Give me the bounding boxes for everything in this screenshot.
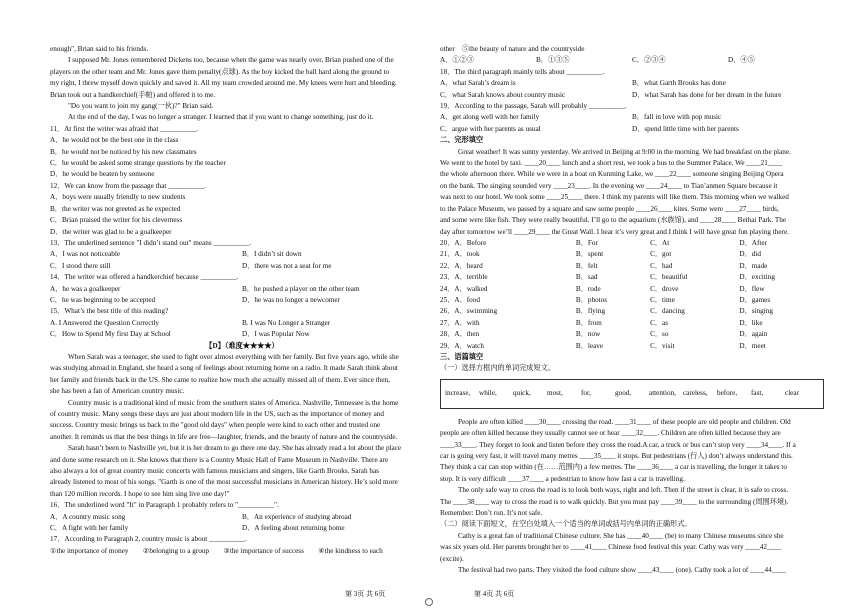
cloze-option: B．leave	[575, 341, 604, 350]
cloze-option: C．At	[650, 238, 670, 247]
cloze-options-table	[440, 238, 824, 352]
option: A. I Answered the Question Correctly	[50, 318, 159, 327]
cloze-option: D．flew	[739, 284, 765, 293]
text-line: The festival had two parts. They visited the food culture show ____43____ (one). Cathy took a lot of ____44____	[458, 566, 787, 575]
word-bank-item: while,	[479, 389, 497, 398]
text-line: was studying abroad in England, she heard a song of feelings about returning home on a radio. It made Sarah think about	[50, 364, 398, 373]
option: C．I stood there still	[50, 261, 111, 270]
option: C．what Sarah knows about country music	[440, 90, 566, 99]
option: D．he was no longer a newcomer	[242, 295, 340, 304]
option-row	[50, 249, 434, 260]
option: B．fall in love with pop music	[632, 113, 722, 122]
option-row	[50, 318, 434, 329]
text-line: D．the writer was glad to be a goalkeeper	[50, 227, 172, 236]
text-line: B．he would not be noticed by his new classmates	[50, 147, 197, 156]
option: B. I was No Longer a Stranger	[242, 318, 331, 327]
cloze-option: 20．A．Before	[440, 238, 487, 247]
right-page	[440, 0, 824, 608]
option: C．he was beginning to be accepted	[50, 295, 156, 304]
word-bank-item: most,	[547, 389, 563, 398]
cloze-option: D．did	[739, 250, 761, 259]
option: ①the importance of money ②belonging to a group ③the importance of success ④the kindness to each	[50, 546, 383, 555]
cloze-option: D．like	[739, 318, 763, 327]
text-line: already listened to most of his songs. "Garth is one of the most successful musicians in American history. He’s sold more	[50, 478, 398, 487]
cloze-option: 22．A．heard	[440, 261, 483, 270]
text-line: Sarah hasn’t been to Nashville yet, but it is her dream to go there one day. She has already read a lot about the place	[68, 444, 402, 453]
cloze-option-row	[440, 238, 824, 249]
option-row	[440, 90, 824, 101]
cloze-option: 24．A．walked	[440, 284, 488, 293]
text-line: （二）阅读下面短文，在空白处填入一个适当的单词或括号内单词的正确形式。	[440, 520, 692, 529]
option: D．there was not a seat for me	[242, 261, 332, 270]
text-line: The ____38____ way to cross the road is to walk quickly. But you must pay ____39____ to the surrounding (周围环境).	[440, 497, 789, 506]
option-row	[50, 295, 434, 306]
cloze-option: 21．A．took	[440, 250, 480, 259]
cloze-option: B．For	[575, 238, 598, 247]
cloze-option: 25．A．food	[440, 295, 480, 304]
text-line: C．Brian praised the writer for his cleverness	[50, 216, 183, 225]
text-line: was next to our hotel. We took some ____25____ there. I think my parents will like them. This morning when we walked	[440, 193, 789, 202]
text-line: (excite).	[440, 554, 464, 563]
cloze-option: 27．A．with	[440, 318, 480, 327]
text-line: players on the other team and Mr. Jones gave them penalty(点球). As the boy kicked the ball hard along the ground to	[50, 67, 390, 76]
cloze-option: B．felt	[575, 261, 598, 270]
text-line: day after tomorrow we’ll ____29____ the Great Wall. I hear it’s very great and I think I will have great fun playing there.	[440, 227, 789, 236]
text-line: 11．At first the writer was afraid that __________.	[50, 124, 198, 133]
text-line: Cathy is a great fan of traditional Chinese culture. She has ____40____ (be) to many Chinese museums since she	[458, 531, 784, 540]
left-page-text	[50, 0, 434, 557]
option: B．what Garth Brooks has done	[632, 79, 726, 88]
text-line: her family and friends back in the US. She came to realize how much she actually missed all of them. Ever since then,	[50, 375, 390, 384]
option: D．A feeling about returning home	[242, 524, 345, 533]
cloze-option: 28．A．then	[440, 330, 480, 339]
option: A．get along well with her family	[440, 113, 540, 122]
left-page	[50, 0, 434, 608]
text-line: They think a car can stop within (在……范围内) a few metres. The ____36____ a car is travelling, the longer it takes to	[440, 463, 787, 472]
text-line: and done some research on it. She knows that there is a Country Music Hall of Fame Museum in Nashville. There are	[50, 455, 389, 464]
text-line: another. It reminds us that the best things in life are free—laughter, friends, and the beauty of nature and the countryside.	[50, 432, 398, 441]
question: 15．What’s the best title of this reading?	[50, 307, 169, 316]
cloze-option: D．again	[739, 330, 768, 339]
text-line: enough", Brian said to his friends.	[50, 45, 149, 53]
text-line: and some were like fish. They were really beautiful. I’ll go to the aquarium (水族馆), and ____28____ Beihai Park. The	[440, 216, 787, 225]
option: C．A fight with her family	[50, 524, 129, 533]
cloze-option: D．singing	[739, 307, 773, 316]
binding-hole-icon	[425, 598, 433, 606]
option: B．①③⑤	[536, 56, 570, 65]
option: A．what Sarah’s dream is	[440, 79, 516, 88]
cloze-option-row	[440, 249, 824, 260]
text-line: B．the writer was not greeted as he expected	[50, 204, 181, 213]
page-number-left: 第 3页 共 6页	[345, 589, 386, 598]
cloze-option: D．made	[739, 261, 768, 270]
cloze-option-row	[440, 284, 824, 295]
cloze-option: C．got	[650, 250, 672, 259]
text-line: Remember: Don’t run. It’s not safe.	[440, 509, 543, 518]
question: 18．The third paragraph mainly tells about __________.	[440, 67, 605, 76]
cloze-option: B．flying	[575, 307, 606, 316]
cloze-option: B．photos	[575, 295, 608, 304]
word-bank-item: fast,	[751, 389, 764, 398]
option: D．I was Popular Now	[242, 330, 310, 339]
cloze-option: B．spent	[575, 250, 604, 259]
section-heading: 三、语篇填空	[440, 352, 484, 361]
text-line: Great weather! It was sunny yesterday. We arrived in Beijing at 9:00 in the morning. We had breakfast on the plane.	[458, 147, 791, 156]
option-row	[50, 512, 434, 523]
text-line: my right, I threw myself down quickly and saved it. All my team crowded around me. My knees were hurt and bleeding.	[50, 79, 397, 88]
cloze-option: C．visit	[650, 341, 675, 350]
text-line: of country music. Many songs these days are just about modern life in the US, such as the importance of money and	[50, 410, 384, 418]
cloze-option: C．so	[650, 330, 669, 339]
text-line: to the Palace Museum, we passed by a square and saw some people ____26____ kites. Some were ____27____ birds,	[440, 204, 779, 213]
text-line: people are often killed because they usually cannot see or hear ____32____. Children are often killed because they are	[440, 429, 781, 438]
cloze-option-row	[440, 295, 824, 306]
text-line: was six years old. Her parents brought her to ____41____ Chinese food festival this year. Cathy was very ____42____	[440, 543, 782, 552]
cloze-option: D．games	[739, 295, 771, 304]
question: 19．According to the passage, Sarah will probably __________.	[440, 102, 627, 111]
option: A．①②③	[440, 56, 474, 65]
option: A．he was a goalkeeper	[50, 284, 121, 293]
cloze-option: C．dancing	[650, 307, 685, 316]
text-line: 13．The underlined sentence "I didn’t stand out" means __________.	[50, 238, 252, 247]
word-bank-item: before,	[717, 389, 738, 398]
text-line: I supposed Mr. Jones remembered Dickens too, because when the game was nearly over, Brian pushed one of the	[68, 56, 394, 65]
cloze-option-row	[440, 306, 824, 317]
question: 17．According to Paragraph 2, country music is about __________.	[50, 535, 247, 544]
text-line: At the end of the day, I was no longer a stranger. I learned that if you want to change something, just do it.	[68, 113, 374, 122]
text-line: "Do you want to join my gang(一伙)?" Brian said.	[68, 102, 214, 111]
text-line: other ⑤the beauty of nature and the countryside	[440, 45, 585, 53]
cloze-option: C．as	[650, 318, 669, 327]
passage-title: 【D】（难度★★★★）	[205, 341, 279, 350]
cloze-option: B．from	[575, 318, 602, 327]
cloze-option: D．After	[739, 238, 767, 247]
cloze-option: C．beautiful	[650, 273, 688, 282]
cloze-option: 23．A．terrible	[440, 273, 488, 282]
cloze-option: B．sad	[575, 273, 598, 282]
cloze-option-row	[440, 261, 824, 272]
cloze-option: C．had	[650, 261, 673, 270]
cloze-option: C．drove	[650, 284, 679, 293]
page-number-right: 第 4页 共 6页	[474, 589, 515, 598]
word-bank-item: for,	[581, 389, 591, 398]
cloze-option: D．meet	[739, 341, 766, 350]
option: A．A country music song	[50, 512, 126, 521]
text-line: than 120 million records. I hope to see him sing live one day!"	[50, 489, 230, 498]
option-row	[50, 261, 434, 272]
text-line: also always a lot of great country music concerts with famous musicians and singers, like Garth Brooks. Sarah has	[50, 467, 379, 476]
option: C．②③④	[632, 56, 666, 65]
text-line: The only safe way to cross the road is to look both ways, right and left. Then if the street is clear, it is safe to cross.	[458, 486, 789, 495]
option: B．I didn’t sit down	[242, 250, 302, 259]
text-line: stop. It is very difficult ____37____ a pedestrian to know how fast a car is travelling.	[440, 474, 685, 483]
word-bank-item: good,	[615, 389, 632, 398]
word-bank-item: increase,	[445, 389, 471, 398]
text-line: A．he would not be the best one in the class	[50, 136, 179, 145]
cloze-option-row	[440, 341, 824, 352]
option-row	[50, 284, 434, 295]
word-bank-item: clear	[785, 389, 799, 398]
text-line: People are often killed ____30____ crossing the road. ____31____ of these people are old people and children. Old	[458, 417, 791, 426]
text-line: C．he would be asked some strange questions by the teacher	[50, 159, 226, 168]
option: D．spend little time with her parents	[632, 124, 739, 133]
option: B．he pushed a player on the other team	[242, 284, 360, 293]
option: B．An experience of studying abroad	[242, 512, 352, 521]
option-row	[440, 78, 824, 89]
section-heading: 二、完形填空	[440, 136, 484, 145]
text-line: A．boys were usually friendly to new students	[50, 193, 186, 202]
text-line: D．he would be beaten by someone	[50, 170, 155, 179]
text-line: 16．The underlined word "It" in Paragraph 1 probably refers to "__________".	[50, 501, 279, 510]
option: A．I was not noticeable	[50, 250, 121, 259]
word-bank-item: attention,	[649, 389, 676, 398]
word-bank-box	[440, 379, 824, 409]
option: C．argue with her parents as usual	[440, 124, 541, 133]
text-line: she has been a fan of American country music.	[50, 387, 185, 396]
cloze-option: 26．A．swimming	[440, 307, 498, 316]
option-row	[440, 112, 824, 123]
text-line: ____33____. They forget to look and listen before they cross the road.A car, a truck or bus can’t stop very ____34____. If a	[440, 440, 796, 449]
option: D．what Sarah has done for her dream in the future	[632, 90, 782, 99]
cloze-option: 29．A．watch	[440, 341, 484, 350]
option-row	[440, 55, 824, 66]
text-line: the whole afternoon there. While we were in a boat on Kunming Lake, we ____22____ someone singing Beijing Opera	[440, 170, 784, 179]
text-line: Country music is a traditional kind of music from the southern states of America. Nashville, Tennessee is the home	[68, 398, 399, 407]
text-line: car is going very fast, it will travel many metres ____35____ it stops. But pedestrians (行人) don’t always understand this.	[440, 452, 793, 460]
option: C．How to Spend My first Day at School	[50, 330, 171, 339]
word-bank-item: careless,	[683, 389, 708, 398]
text-line: on the bank. The singing sounded very ____23____. In the evening we ____24____ to Tian’anmen Square because it	[440, 181, 778, 190]
cloze-option-row	[440, 318, 824, 329]
cloze-option: B．now	[575, 330, 601, 339]
option-row	[50, 523, 434, 534]
word-bank-item: quick,	[513, 389, 531, 398]
right-page-text	[440, 0, 824, 576]
cloze-option-row	[440, 329, 824, 340]
cloze-option: B．rode	[575, 284, 601, 293]
text-line: Brian took out a handkerchief(手帕) and offered it to me.	[50, 90, 216, 99]
text-line: We went to the hotel by taxi. ____20____ lunch and a short rest, we took a bus to the Summer Palace. We ____21____	[440, 159, 783, 168]
text-line: success. Country music brings us back to the "good old days" when people were kind to each other and trusted one	[50, 421, 381, 430]
cloze-option: D．exciting	[739, 273, 775, 282]
option-row	[50, 329, 434, 340]
text-line: When Sarah was a teenager, she used to fight over almost everything with her family. But five years ago, while she	[68, 352, 399, 361]
text-line: 12．We can know from the passage that __________.	[50, 181, 206, 190]
cloze-option: C．time	[650, 295, 675, 304]
option: D．④⑤	[728, 56, 755, 65]
cloze-option-row	[440, 272, 824, 283]
question: 14．The writer was offered a handkerchief because __________.	[50, 273, 239, 282]
option-row	[440, 124, 824, 135]
subsection-heading: （一）选择方框内的单词完成短文。	[440, 364, 556, 373]
